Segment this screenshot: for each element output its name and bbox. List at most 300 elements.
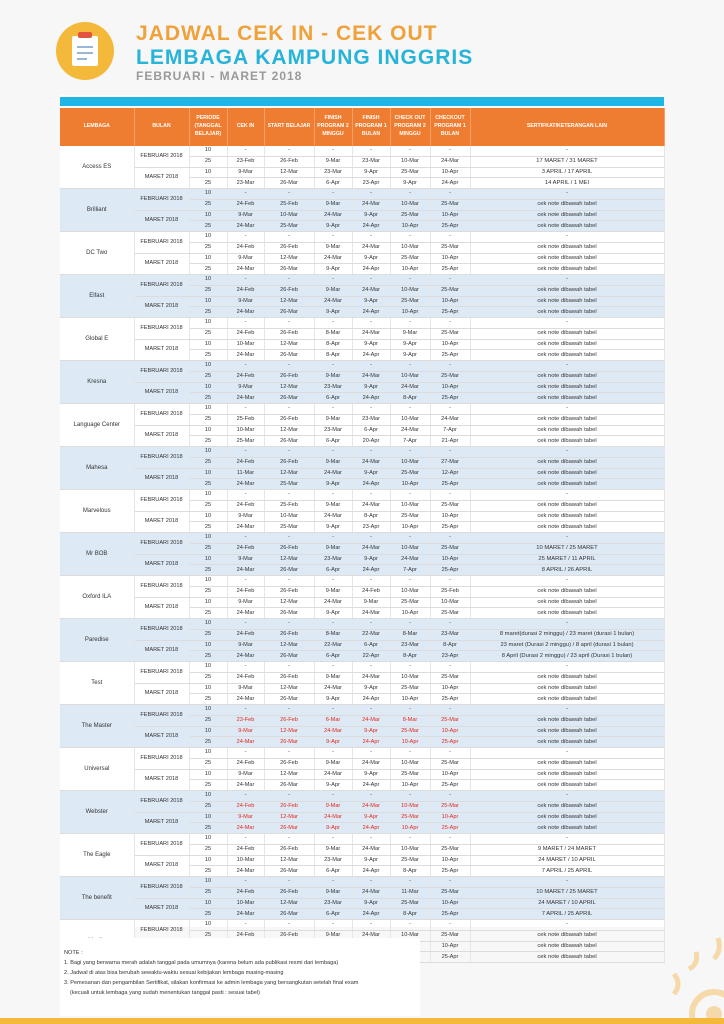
- date-cell: 10-Apr: [430, 941, 470, 952]
- certificate-cell: cek note dibawah tabel: [470, 715, 664, 726]
- date-cell: 24-Feb: [227, 672, 264, 683]
- date-cell: 10-Apr: [430, 855, 470, 866]
- institution-name: Access ES: [60, 146, 134, 189]
- certificate-cell: 7 APRIL / 25 APRIL: [470, 909, 664, 920]
- institution-name: Universal: [60, 748, 134, 791]
- date-cell: 9-Apr: [314, 307, 352, 318]
- date-cell: 9-Apr: [352, 683, 390, 694]
- date-cell: 25-Mar: [430, 801, 470, 812]
- date-cell: -: [227, 146, 264, 156]
- date-cell: 10: [189, 533, 227, 544]
- table-row: [60, 834, 664, 845]
- certificate-cell: cek note dibawah tabel: [470, 285, 664, 296]
- date-cell: 25-Mar: [390, 855, 430, 866]
- month-cell: FEBRUARI 2018: [134, 447, 189, 469]
- date-cell: 9-Mar: [227, 167, 264, 178]
- note-item: 1. Bagi yang berwarna merah adalah tanggal pada umumnya (karena belum ada publikasi resmi dari lembaga): [64, 960, 339, 966]
- date-cell: 10-Mar: [390, 930, 430, 941]
- table-row: [60, 382, 664, 393]
- page-subtitle: FEBRUARI - MARET 2018: [136, 69, 303, 83]
- date-cell: 24-Mar: [227, 393, 264, 404]
- date-cell: -: [227, 404, 264, 415]
- date-cell: 9-Mar: [227, 640, 264, 651]
- date-cell: 10: [189, 662, 227, 673]
- date-cell: 24-Mar: [227, 866, 264, 877]
- certificate-cell: cek note dibawah tabel: [470, 522, 664, 533]
- institution-name: Mr BOB: [60, 533, 134, 576]
- date-cell: 24-Mar: [314, 253, 352, 264]
- date-cell: -: [430, 705, 470, 716]
- date-cell: 25-Mar: [390, 296, 430, 307]
- certificate-cell: cek note dibawah tabel: [470, 479, 664, 490]
- month-cell: FEBRUARI 2018: [134, 318, 189, 340]
- month-cell: MARET 2018: [134, 597, 189, 619]
- date-cell: -: [314, 576, 352, 587]
- date-cell: 25-Mar: [430, 608, 470, 619]
- date-cell: 8-Apr: [390, 866, 430, 877]
- date-cell: 25-Apr: [430, 565, 470, 576]
- date-cell: 25-Mar: [227, 436, 264, 447]
- date-cell: 6-Apr: [314, 436, 352, 447]
- column-header: CHECKOUT PROGRAM 1 BULAN: [430, 108, 470, 146]
- date-cell: 25-Mar: [430, 930, 470, 941]
- date-cell: -: [227, 361, 264, 372]
- table-row: [60, 683, 664, 694]
- date-cell: -: [352, 318, 390, 329]
- date-cell: 26-Feb: [264, 801, 314, 812]
- table-row: [60, 791, 664, 802]
- date-cell: 25-Mar: [390, 726, 430, 737]
- date-cell: -: [390, 533, 430, 544]
- date-cell: 26-Feb: [264, 887, 314, 898]
- date-cell: 25-Mar: [390, 253, 430, 264]
- date-cell: -: [314, 662, 352, 673]
- date-cell: -: [430, 490, 470, 501]
- date-cell: 8-Mar: [390, 629, 430, 640]
- date-cell: 24-Mar: [390, 382, 430, 393]
- certificate-cell: -: [470, 275, 664, 286]
- date-cell: -: [314, 361, 352, 372]
- date-cell: 9-Mar: [314, 887, 352, 898]
- table-row: [60, 146, 664, 156]
- table-row: [60, 597, 664, 608]
- date-cell: 9-Mar: [227, 769, 264, 780]
- column-header: CEK IN: [227, 108, 264, 146]
- date-cell: 9-Mar: [314, 930, 352, 941]
- date-cell: 25-Apr: [430, 307, 470, 318]
- certificate-cell: 24 MARET / 10 APRIL: [470, 855, 664, 866]
- date-cell: 6-Apr: [314, 651, 352, 662]
- table-row: [60, 748, 664, 759]
- date-cell: 25: [189, 328, 227, 339]
- date-cell: -: [352, 404, 390, 415]
- date-cell: 25-Apr: [430, 909, 470, 920]
- certificate-cell: -: [470, 318, 664, 329]
- date-cell: 23-Mar: [352, 414, 390, 425]
- date-cell: 25: [189, 178, 227, 189]
- date-cell: 8-Mar: [390, 715, 430, 726]
- date-cell: 10-Mar: [227, 855, 264, 866]
- table-row: [60, 425, 664, 436]
- date-cell: 10: [189, 382, 227, 393]
- page-title-secondary: LEMBAGA KAMPUNG INGGRIS: [136, 46, 474, 69]
- date-cell: -: [264, 146, 314, 156]
- date-cell: 25-Apr: [430, 866, 470, 877]
- month-cell: FEBRUARI 2018: [134, 189, 189, 211]
- date-cell: 10: [189, 490, 227, 501]
- month-cell: MARET 2018: [134, 769, 189, 791]
- date-cell: 10-Mar: [390, 285, 430, 296]
- month-cell: FEBRUARI 2018: [134, 361, 189, 383]
- date-cell: 10-Mar: [227, 425, 264, 436]
- date-cell: -: [430, 662, 470, 673]
- date-cell: 24-Mar: [314, 769, 352, 780]
- date-cell: -: [314, 189, 352, 200]
- table-row: [60, 511, 664, 522]
- date-cell: 26-Feb: [264, 930, 314, 941]
- table-row: [60, 726, 664, 737]
- date-cell: 24-Mar: [352, 930, 390, 941]
- date-cell: 24-Mar: [227, 565, 264, 576]
- date-cell: 12-Mar: [264, 382, 314, 393]
- date-cell: -: [352, 920, 390, 931]
- date-cell: -: [430, 232, 470, 243]
- date-cell: 9-Mar: [314, 242, 352, 253]
- column-header: CHECK OUT PROGRAM 2 MINGGU: [390, 108, 430, 146]
- date-cell: -: [352, 877, 390, 888]
- date-cell: 25: [189, 436, 227, 447]
- date-cell: -: [314, 404, 352, 415]
- date-cell: -: [227, 275, 264, 286]
- date-cell: 10-Apr: [430, 296, 470, 307]
- date-cell: 25: [189, 371, 227, 382]
- certificate-cell: -: [470, 877, 664, 888]
- month-cell: FEBRUARI 2018: [134, 533, 189, 555]
- date-cell: 10-Mar: [390, 371, 430, 382]
- date-cell: 26-Feb: [264, 242, 314, 253]
- date-cell: 10-Apr: [390, 264, 430, 275]
- certificate-cell: 10 MARET / 25 MARET: [470, 887, 664, 898]
- date-cell: 10-Apr: [430, 726, 470, 737]
- certificate-cell: cek note dibawah tabel: [470, 425, 664, 436]
- date-cell: 24-Mar: [314, 296, 352, 307]
- date-cell: -: [352, 662, 390, 673]
- month-cell: MARET 2018: [134, 726, 189, 748]
- certificate-cell: 25 MARET / 11 APRIL: [470, 554, 664, 565]
- date-cell: 26-Mar: [264, 178, 314, 189]
- month-cell: MARET 2018: [134, 210, 189, 232]
- date-cell: 24-Mar: [227, 350, 264, 361]
- table-row: [60, 619, 664, 630]
- date-cell: -: [264, 189, 314, 200]
- date-cell: 10-Apr: [430, 210, 470, 221]
- date-cell: -: [227, 877, 264, 888]
- certificate-cell: cek note dibawah tabel: [470, 436, 664, 447]
- certificate-cell: 17 MARET / 31 MARET: [470, 156, 664, 167]
- date-cell: 24-Mar: [352, 844, 390, 855]
- month-cell: FEBRUARI 2018: [134, 791, 189, 813]
- table-row: [60, 705, 664, 716]
- date-cell: 6-Apr: [314, 909, 352, 920]
- date-cell: 10: [189, 597, 227, 608]
- certificate-cell: cek note dibawah tabel: [470, 769, 664, 780]
- date-cell: -: [430, 275, 470, 286]
- month-cell: MARET 2018: [134, 511, 189, 533]
- date-cell: 12-Mar: [264, 296, 314, 307]
- month-cell: FEBRUARI 2018: [134, 748, 189, 770]
- date-cell: 25: [189, 457, 227, 468]
- date-cell: 9-Apr: [314, 264, 352, 275]
- date-cell: 25: [189, 672, 227, 683]
- date-cell: 10-Mar: [390, 543, 430, 554]
- date-cell: 24-Mar: [352, 543, 390, 554]
- month-cell: MARET 2018: [134, 898, 189, 920]
- date-cell: 10-Mar: [227, 898, 264, 909]
- certificate-cell: -: [470, 361, 664, 372]
- table-row: [60, 167, 664, 178]
- date-cell: -: [314, 705, 352, 716]
- date-cell: 25-Mar: [430, 887, 470, 898]
- date-cell: 10: [189, 769, 227, 780]
- date-cell: 10-Mar: [390, 242, 430, 253]
- column-header: FINISH PROGRAM 1 BULAN: [352, 108, 390, 146]
- month-cell: FEBRUARI 2018: [134, 490, 189, 512]
- date-cell: 24-Mar: [352, 199, 390, 210]
- date-cell: 26-Mar: [264, 565, 314, 576]
- month-cell: FEBRUARI 2018: [134, 705, 189, 727]
- date-cell: -: [227, 834, 264, 845]
- certificate-cell: -: [470, 232, 664, 243]
- date-cell: 25-Feb: [264, 199, 314, 210]
- date-cell: 25: [189, 737, 227, 748]
- month-cell: FEBRUARI 2018: [134, 232, 189, 254]
- date-cell: 24-Apr: [352, 866, 390, 877]
- date-cell: 8-Mar: [314, 629, 352, 640]
- date-cell: 25-Apr: [430, 393, 470, 404]
- institution-name: Elfast: [60, 275, 134, 318]
- date-cell: 25-Mar: [430, 328, 470, 339]
- date-cell: 26-Mar: [264, 307, 314, 318]
- date-cell: 24-Feb: [227, 887, 264, 898]
- date-cell: -: [264, 404, 314, 415]
- date-cell: 10: [189, 361, 227, 372]
- month-cell: FEBRUARI 2018: [134, 877, 189, 899]
- date-cell: 26-Mar: [264, 608, 314, 619]
- date-cell: 25-Mar: [430, 199, 470, 210]
- institution-name: The Eagle: [60, 834, 134, 877]
- date-cell: 12-Mar: [264, 855, 314, 866]
- date-cell: -: [264, 447, 314, 458]
- date-cell: 26-Mar: [264, 264, 314, 275]
- date-cell: 23-Apr: [430, 651, 470, 662]
- certificate-cell: cek note dibawah tabel: [470, 952, 664, 963]
- date-cell: 10: [189, 318, 227, 329]
- date-cell: 26-Feb: [264, 758, 314, 769]
- date-cell: 10: [189, 834, 227, 845]
- date-cell: -: [264, 576, 314, 587]
- date-cell: -: [314, 920, 352, 931]
- column-header: START BELAJAR: [264, 108, 314, 146]
- table-row: [60, 855, 664, 866]
- certificate-cell: -: [470, 146, 664, 156]
- date-cell: 24-Feb: [227, 457, 264, 468]
- certificate-cell: -: [470, 748, 664, 759]
- date-cell: 24-Mar: [227, 479, 264, 490]
- table-row: [60, 318, 664, 329]
- certificate-cell: -: [470, 189, 664, 200]
- date-cell: 12-Mar: [264, 683, 314, 694]
- date-cell: -: [430, 146, 470, 156]
- date-cell: 25-Mar: [430, 500, 470, 511]
- table-row: [60, 404, 664, 415]
- date-cell: 10: [189, 920, 227, 931]
- certificate-cell: -: [470, 705, 664, 716]
- date-cell: -: [352, 748, 390, 759]
- date-cell: 8-Apr: [314, 350, 352, 361]
- date-cell: 26-Feb: [264, 672, 314, 683]
- date-cell: -: [227, 619, 264, 630]
- date-cell: 24-Mar: [227, 221, 264, 232]
- date-cell: 10: [189, 576, 227, 587]
- date-cell: -: [314, 232, 352, 243]
- certificate-cell: cek note dibawah tabel: [470, 199, 664, 210]
- date-cell: -: [390, 748, 430, 759]
- month-cell: MARET 2018: [134, 554, 189, 576]
- date-cell: 9-Apr: [352, 855, 390, 866]
- date-cell: 12-Mar: [264, 640, 314, 651]
- date-cell: -: [430, 619, 470, 630]
- table-row: [60, 877, 664, 888]
- date-cell: 9-Mar: [227, 597, 264, 608]
- date-cell: -: [352, 146, 390, 156]
- date-cell: 25: [189, 608, 227, 619]
- date-cell: 23-Mar: [390, 640, 430, 651]
- date-cell: -: [264, 318, 314, 329]
- certificate-cell: cek note dibawah tabel: [470, 264, 664, 275]
- date-cell: 25-Apr: [430, 221, 470, 232]
- month-cell: FEBRUARI 2018: [134, 146, 189, 167]
- date-cell: 23-Mar: [314, 425, 352, 436]
- date-cell: 9-Apr: [352, 554, 390, 565]
- certificate-cell: cek note dibawah tabel: [470, 758, 664, 769]
- date-cell: 26-Feb: [264, 328, 314, 339]
- date-cell: 24-Feb: [227, 930, 264, 941]
- certificate-cell: -: [470, 662, 664, 673]
- table-body: [60, 146, 664, 963]
- date-cell: 26-Mar: [264, 436, 314, 447]
- date-cell: 25-Mar: [390, 167, 430, 178]
- date-cell: 11-Mar: [390, 887, 430, 898]
- institution-name: Test: [60, 662, 134, 705]
- month-cell: FEBRUARI 2018: [134, 404, 189, 426]
- table-row: [60, 769, 664, 780]
- date-cell: 10-Mar: [390, 801, 430, 812]
- date-cell: 25: [189, 651, 227, 662]
- date-cell: 26-Mar: [264, 780, 314, 791]
- date-cell: 24-Mar: [352, 608, 390, 619]
- date-cell: 7-Apr: [390, 565, 430, 576]
- date-cell: 12-Mar: [264, 425, 314, 436]
- date-cell: 25: [189, 694, 227, 705]
- date-cell: 23-Mar: [314, 855, 352, 866]
- certificate-cell: -: [470, 791, 664, 802]
- date-cell: 22-Mar: [352, 629, 390, 640]
- date-cell: -: [390, 920, 430, 931]
- date-cell: 25: [189, 393, 227, 404]
- date-cell: 25-Apr: [430, 823, 470, 834]
- column-header: FINISH PROGRAM 2 MINGGU: [314, 108, 352, 146]
- date-cell: 7-Apr: [430, 425, 470, 436]
- certificate-cell: cek note dibawah tabel: [470, 823, 664, 834]
- date-cell: 9-Apr: [314, 780, 352, 791]
- certificate-cell: 8 maret(durasi 2 minggu) / 23 maret (durasi 1 bulan): [470, 629, 664, 640]
- notes-box: [60, 938, 420, 1016]
- date-cell: 25-Mar: [430, 543, 470, 554]
- date-cell: 9-Apr: [352, 339, 390, 350]
- date-cell: -: [227, 576, 264, 587]
- table-row: [60, 275, 664, 286]
- date-cell: 10: [189, 619, 227, 630]
- date-cell: 22-Apr: [352, 651, 390, 662]
- date-cell: -: [390, 146, 430, 156]
- date-cell: 25-Mar: [390, 511, 430, 522]
- date-cell: 9-Mar: [227, 683, 264, 694]
- date-cell: -: [352, 834, 390, 845]
- certificate-cell: cek note dibawah tabel: [470, 382, 664, 393]
- date-cell: -: [314, 533, 352, 544]
- date-cell: 8-Mar: [314, 328, 352, 339]
- month-cell: MARET 2018: [134, 382, 189, 404]
- date-cell: 10: [189, 683, 227, 694]
- date-cell: 24-Mar: [314, 812, 352, 823]
- table-row: [60, 468, 664, 479]
- notes-title: NOTE :: [64, 950, 83, 956]
- date-cell: -: [352, 490, 390, 501]
- month-cell: FEBRUARI 2018: [134, 619, 189, 641]
- date-cell: -: [390, 404, 430, 415]
- date-cell: 25: [189, 285, 227, 296]
- date-cell: 25: [189, 844, 227, 855]
- date-cell: 25-Mar: [264, 221, 314, 232]
- date-cell: 24-Mar: [314, 597, 352, 608]
- page-title: JADWAL CEK IN - CEK OUT: [136, 22, 438, 45]
- date-cell: 9-Mar: [314, 758, 352, 769]
- date-cell: -: [352, 361, 390, 372]
- date-cell: -: [227, 705, 264, 716]
- text-line-icon: [77, 52, 93, 54]
- date-cell: 10: [189, 339, 227, 350]
- date-cell: 23-Mar: [314, 167, 352, 178]
- date-cell: 10: [189, 554, 227, 565]
- date-cell: 9-Mar: [227, 554, 264, 565]
- certificate-cell: cek note dibawah tabel: [470, 457, 664, 468]
- date-cell: 23-Feb: [227, 156, 264, 167]
- date-cell: 25-Feb: [264, 500, 314, 511]
- date-cell: 25-Mar: [390, 769, 430, 780]
- date-cell: 9-Apr: [314, 522, 352, 533]
- date-cell: -: [390, 834, 430, 845]
- month-cell: MARET 2018: [134, 296, 189, 318]
- month-cell: FEBRUARI 2018: [134, 920, 189, 942]
- date-cell: -: [352, 447, 390, 458]
- date-cell: 24-Mar: [227, 608, 264, 619]
- institution-name: Webster: [60, 791, 134, 834]
- date-cell: 10: [189, 705, 227, 716]
- month-cell: MARET 2018: [134, 683, 189, 705]
- table-row: [60, 210, 664, 221]
- date-cell: 25-Mar: [390, 468, 430, 479]
- date-cell: 27-Mar: [430, 457, 470, 468]
